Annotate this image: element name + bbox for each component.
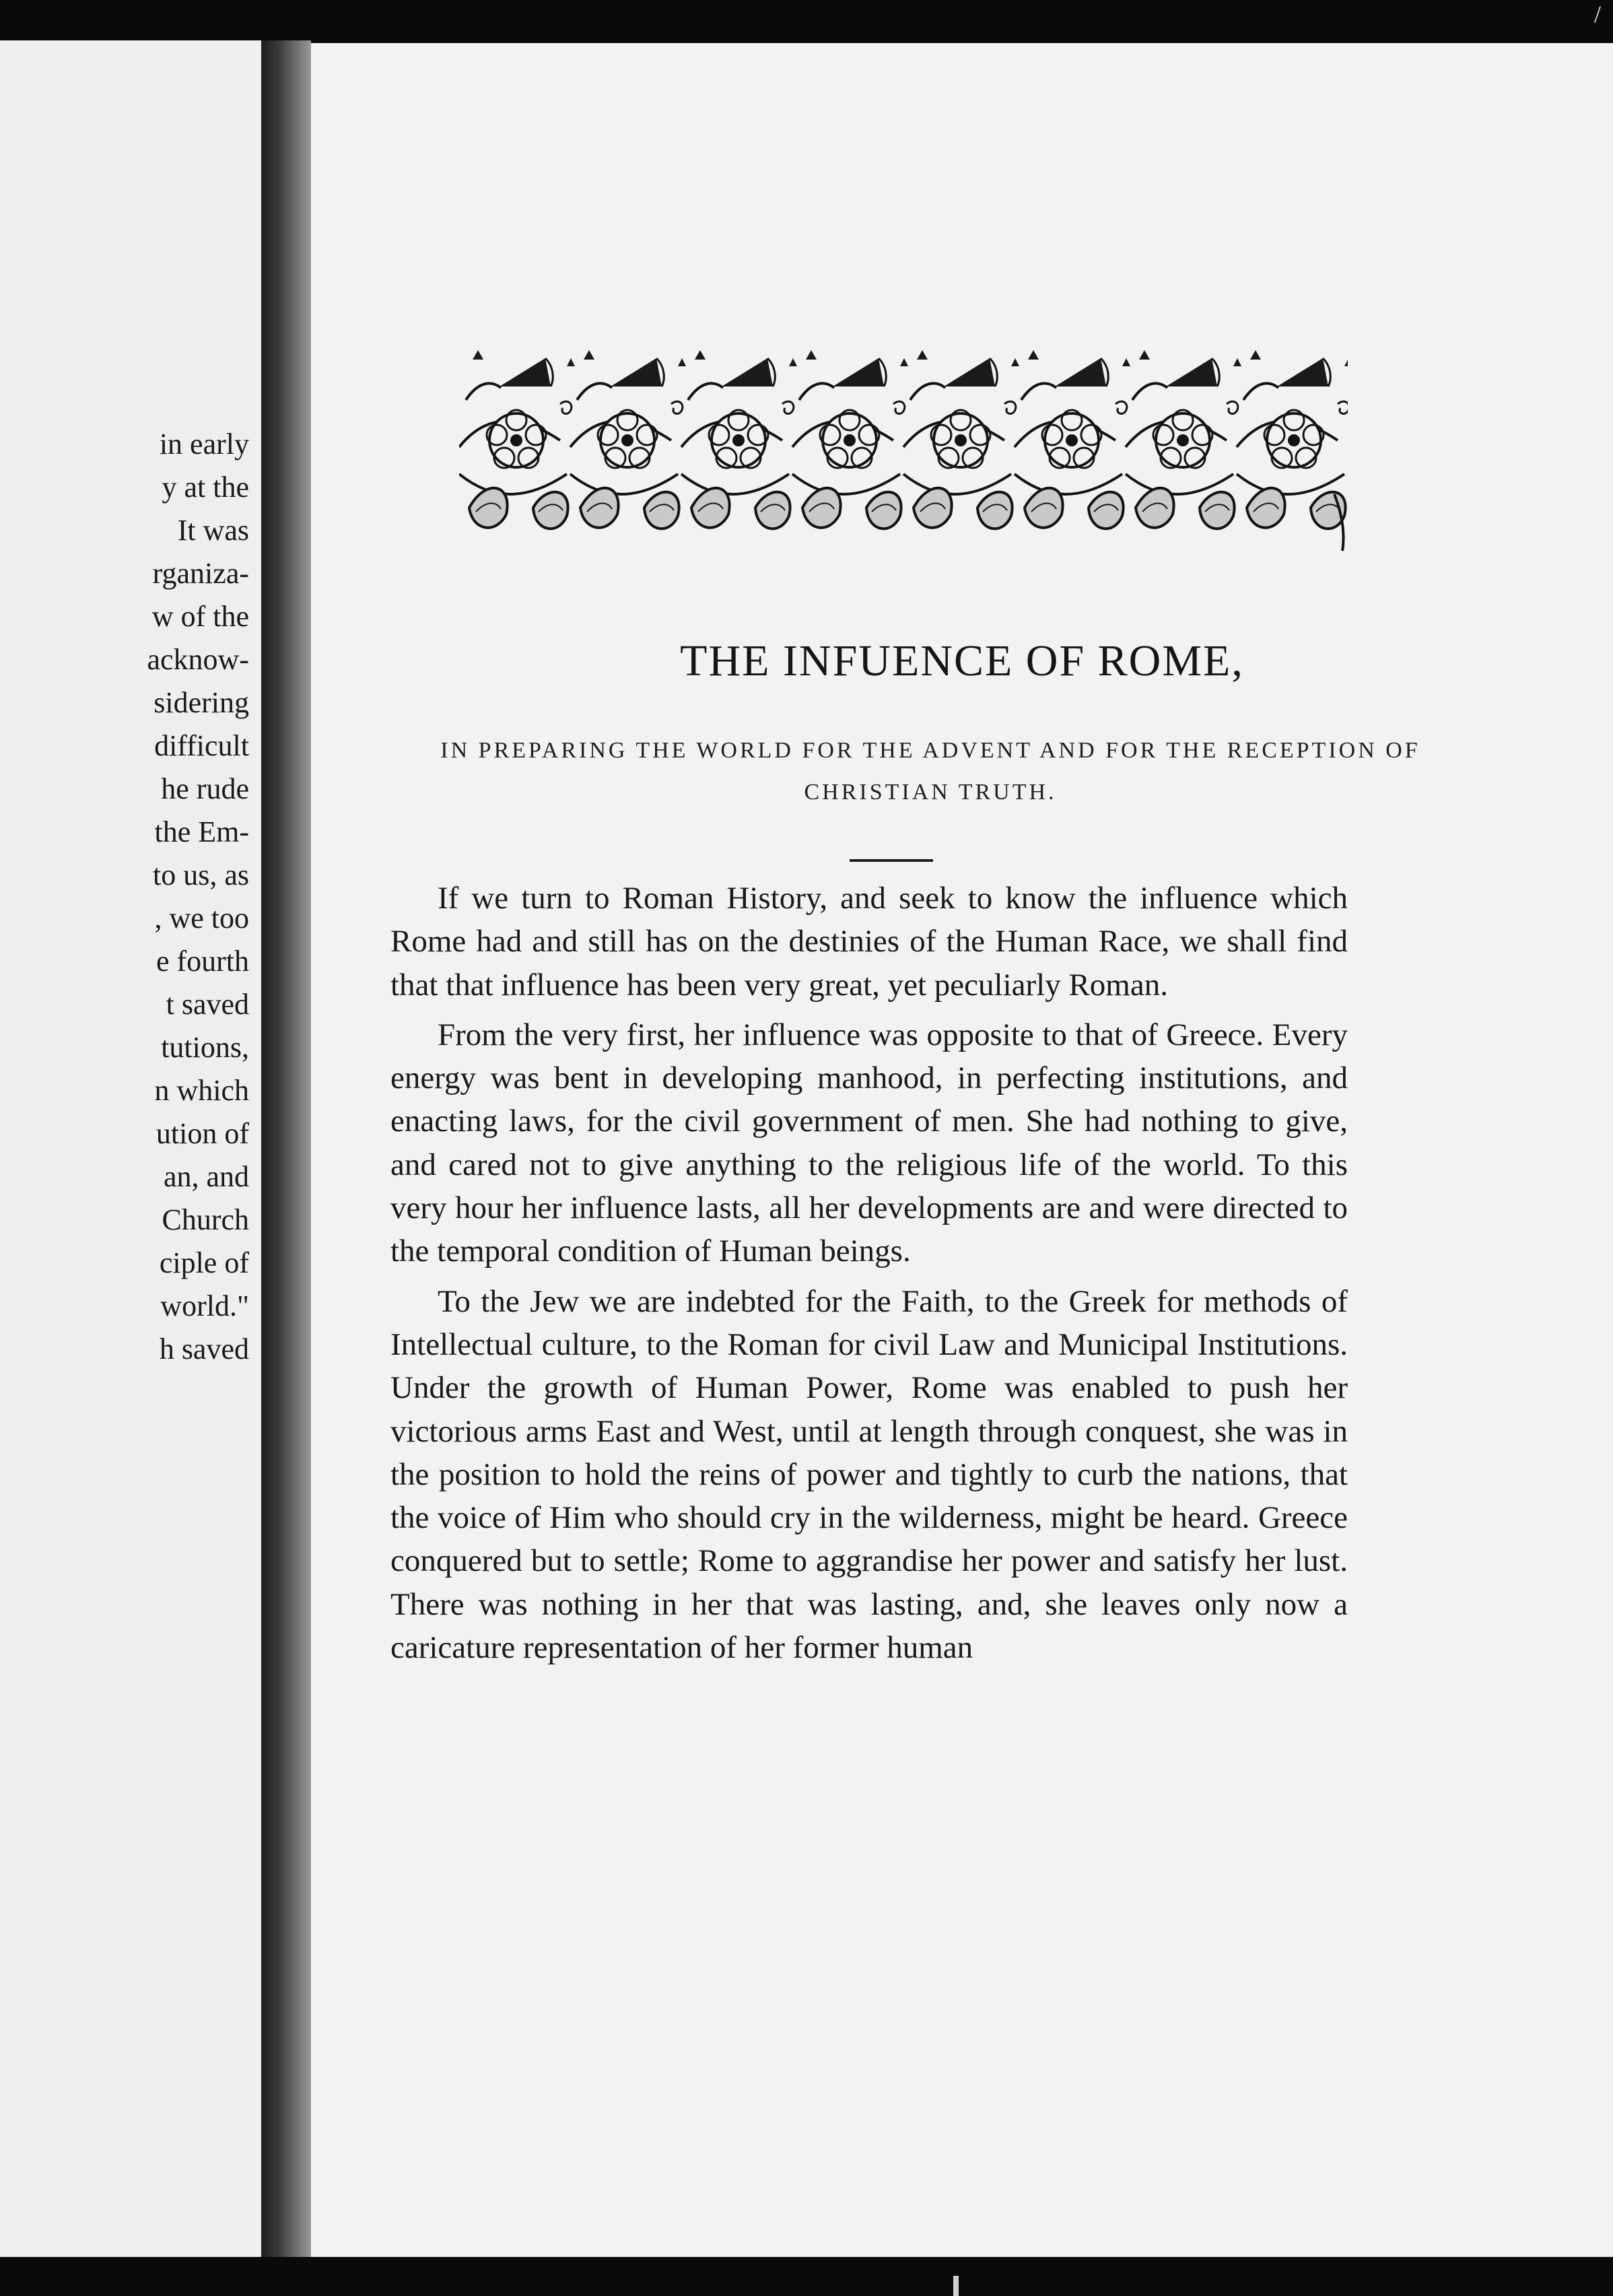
left-text-line: ution of — [156, 1117, 249, 1150]
left-text-line: w of the — [151, 600, 249, 633]
scan-artifact: / — [1593, 1, 1601, 28]
left-text-line: h saved — [159, 1332, 249, 1365]
floral-border-icon — [459, 339, 1348, 559]
left-text-line: to us, as — [153, 858, 249, 891]
scan-artifact — [953, 2276, 959, 2296]
paragraph: To the Jew we are indebted for the Faith, to the Greek for methods of Intellectual culture, to the Roman for civil Law and Municipal Institutions. Under the growth of Human Power, Rome was enabled to push her victorious arms East and West, until at length through conquest, she was in the position to hold the reins of power and tightly to curb the nations, that the voice of Him who should cry in the wilderness, might be heard. Greece conquered but to settle; Rome to aggrandise her power and satisfy her lust. There was nothing in her that was lasting, and, she leaves only now a caricature representation of her former human — [390, 1283, 1348, 1666]
main-page — [311, 43, 1613, 2257]
left-text-line: It was — [177, 514, 249, 547]
left-text-line: rganiza- — [152, 557, 249, 590]
left-text-line: world." — [160, 1289, 249, 1322]
left-text-line: Church — [162, 1203, 249, 1236]
body-text — [390, 877, 1348, 1676]
book-gutter — [261, 40, 311, 2257]
title-divider — [850, 859, 933, 862]
left-text-line: acknow- — [147, 643, 249, 676]
left-text-line: in early — [159, 428, 249, 461]
left-text-line: the Em- — [154, 815, 249, 848]
left-text-line: , we too — [154, 902, 249, 935]
left-text-line: an, and — [163, 1160, 249, 1193]
left-text-line: t saved — [166, 988, 249, 1021]
left-text-line: y at the — [162, 471, 249, 504]
left-text-line: ciple of — [159, 1246, 249, 1279]
page-title: THE INFUENCE OF ROME, — [680, 636, 1244, 685]
left-text-line: sidering — [153, 686, 249, 719]
left-text-line: n which — [154, 1074, 249, 1107]
previous-page-fragment — [0, 40, 261, 2257]
left-text-line: he rude — [161, 772, 249, 805]
left-text-line: tutions, — [161, 1031, 249, 1064]
page-subtitle: IN PREPARING THE WORLD FOR THE ADVENT AND FOR THE RECEPTION OF CHRISTIAN TRUTH. — [440, 738, 1420, 805]
paragraph: From the very first, her influence was opposite to that of Greece. Every energy was bent in developing manhood, in perfecting institutions, and enacting laws, for the civil government of men. She had nothing to give, and cared not to give anything to the religious life of the world. To this very hour her influence lasts, all her developments are and were directed to the temporal condition of Human beings. — [390, 1017, 1348, 1269]
left-text-line: e fourth — [156, 945, 249, 978]
paragraph: If we turn to Roman History, and seek to know the influence which Rome had and still has on the destinies of the Human Race, we shall find that that influence has been very great, yet peculiarly Roman. — [390, 881, 1348, 1003]
left-text-line: difficult — [154, 729, 249, 762]
